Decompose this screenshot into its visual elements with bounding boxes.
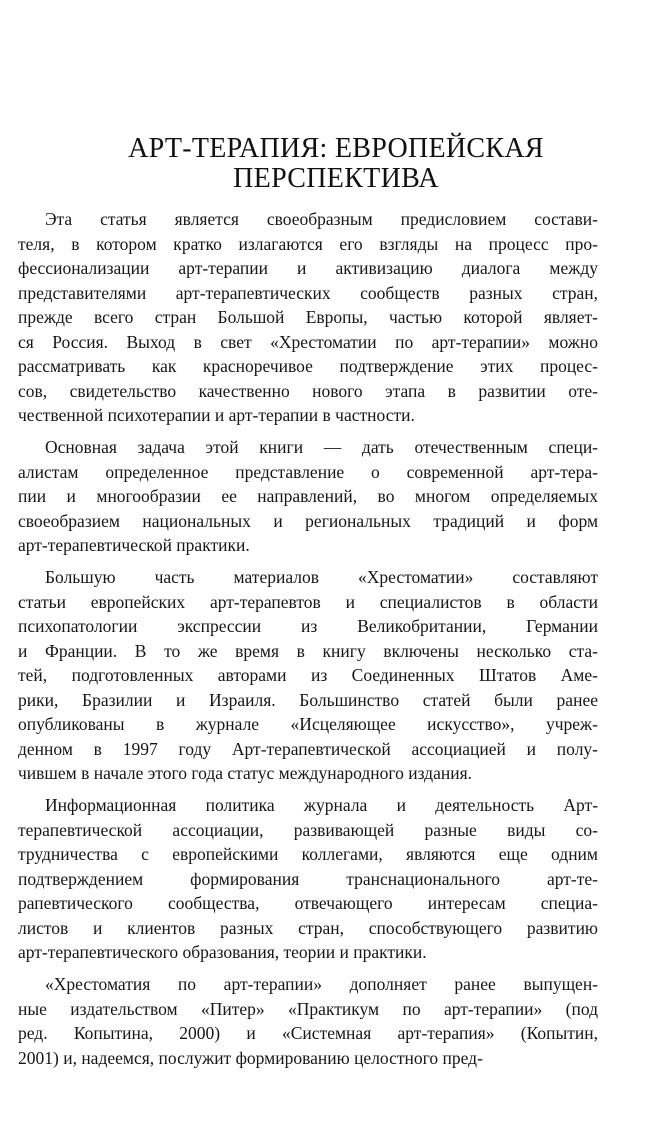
text-line: психопатологии экспрессии из Великобритании, Германии: [18, 616, 598, 636]
text-line: арт-терапевтической практики.: [18, 535, 250, 555]
article-body: [18, 207, 598, 1078]
text-line: рассматривать как красноречивое подтверждение этих процес-: [18, 356, 598, 376]
text-line: листов и клиентов разных стран, способствующего развитию: [18, 917, 599, 938]
article-title-line-1: АРТ-ТЕРАПИЯ: ЕВРОПЕЙСКАЯ: [128, 133, 544, 164]
text-line: тей, подготовленных авторами из Соединенных Штатов Аме-: [18, 665, 598, 685]
text-line: терапевтической ассоциации, развивающей разные виды со-: [18, 819, 598, 840]
text-line: Большую часть материалов «Хрестоматии» составляют: [45, 567, 598, 587]
text-line: трудничества с европейскими коллегами, являются еще одним: [18, 844, 598, 864]
text-line: Эта статья является своеобразным предисловием состави-: [45, 209, 599, 229]
text-line: чественной психотерапии и арт-терапии в частности.: [18, 405, 415, 425]
text-line: ред. Копытина, 2000) и «Системная арт-терапия» (Копытин,: [18, 1023, 599, 1043]
text-line: 2001) и, надеемся, послужит формированию целостного пред-: [18, 1047, 483, 1068]
text-line: опубликованы в журнале «Исцеляющее искусство», учреж-: [18, 714, 598, 734]
text-line: своеобразием национальных и региональных традиций и форм: [18, 510, 599, 531]
paragraph: [18, 207, 598, 428]
text-line: пии и многообразии ее направлений, во многом определяемых: [18, 486, 598, 506]
paragraph: [18, 435, 598, 558]
text-line: алистам определенное представление о современной арт-тера-: [18, 461, 598, 482]
paragraph: [18, 972, 598, 1070]
text-line: ся Россия. Выход в свет «Хрестоматии по арт-терапии» можно: [18, 331, 598, 352]
text-line: рапевтического сообщества, отвечающего интересам специа-: [18, 893, 599, 913]
text-line: статьи европейских арт-терапевтов и специалистов в области: [18, 591, 599, 612]
text-line: представителями арт-терапевтических сообществ разных стран,: [18, 282, 598, 303]
text-line: Информационная политика журнала и деятельность Арт-: [45, 795, 599, 815]
text-line: и Франции. В то же время в книгу включены несколько ста-: [18, 640, 598, 661]
text-line: чившем в начале этого года статус международного издания.: [18, 763, 473, 783]
text-line: денном в 1997 году Арт-терапевтической ассоциацией и полу-: [18, 738, 599, 759]
paragraph: [18, 565, 598, 786]
text-line: сов, свидетельство качественно нового этапа в развитии оте-: [18, 380, 598, 401]
text-line: «Хрестоматия по арт-терапии» дополняет ранее выпущен-: [45, 974, 599, 994]
text-line: прежде всего стран Большой Европы, частью которой являет-: [18, 307, 598, 327]
text-line: ные издательством «Питер» «Практикум по арт-терапии» (под: [18, 998, 598, 1019]
text-line: подтверждением формирования транснационального арт-те-: [18, 868, 598, 889]
text-line: фессионализации арт-терапии и активизацию диалога между: [18, 258, 598, 278]
paragraph: [18, 793, 598, 965]
text-line: рики, Бразилии и Израиля. Большинство статей были ранее: [18, 689, 598, 710]
text-line: Основная задача этой книги — дать отечественным специ-: [45, 437, 599, 457]
text-line: теля, в котором кратко излагаются его взгляды на процесс про-: [18, 233, 598, 254]
text-line: арт-терапевтического образования, теории и практики.: [18, 942, 427, 962]
article-title-line-2: ПЕРСПЕКТИВА: [233, 163, 439, 194]
